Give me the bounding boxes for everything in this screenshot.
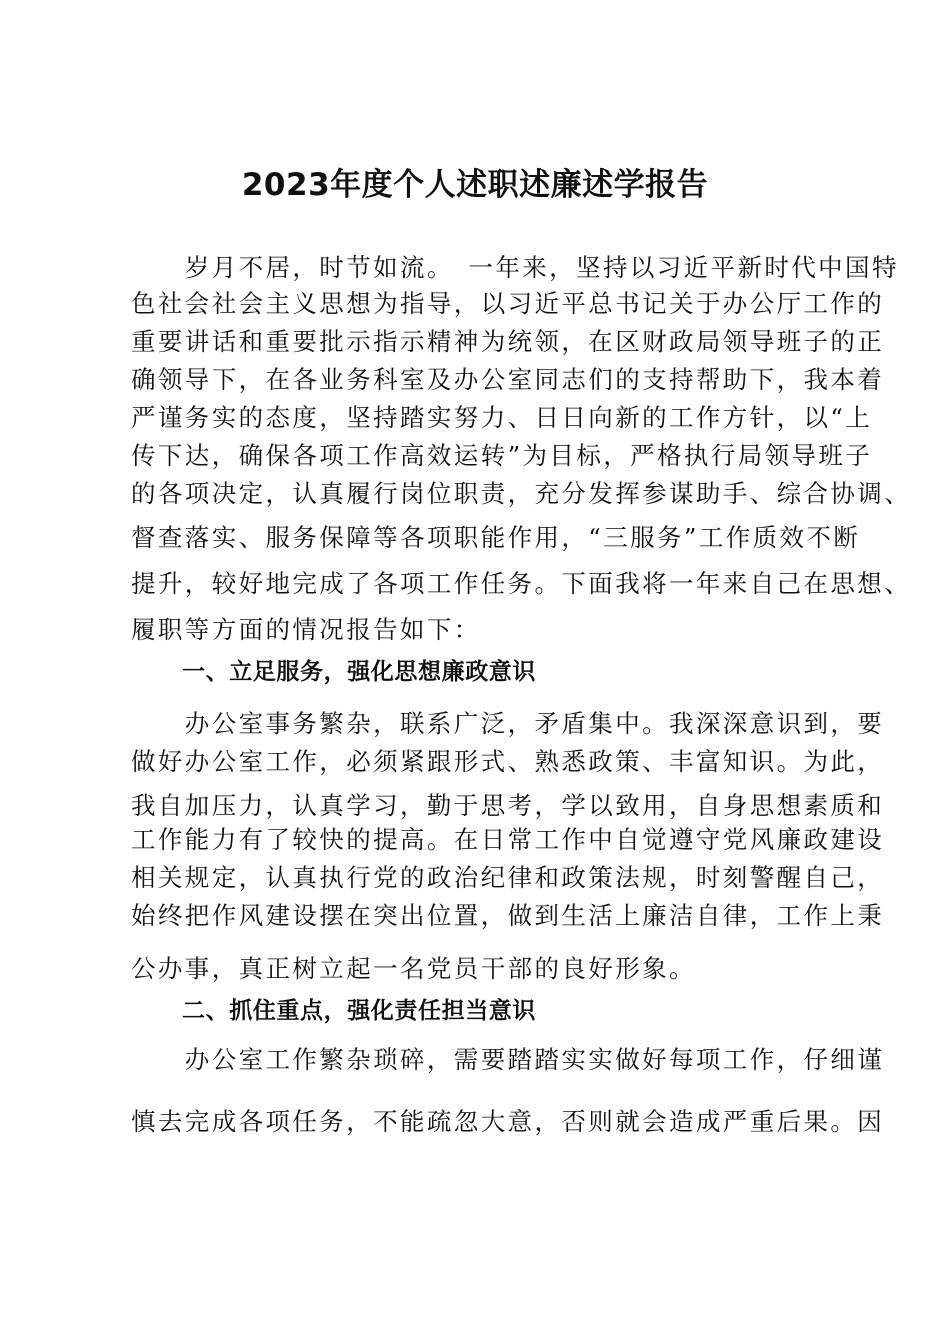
section-heading-1: 一、立足服务，强化思想廉政意识 (182, 659, 536, 685)
intro-line: 严谨务实的态度，坚持踏实努力、日日向新的工作方针，以“上 (131, 403, 873, 432)
section1-line: 始终把作风建设摆在突出位置，做到生活上廉洁自律，工作上秉 (131, 901, 885, 930)
intro-line: 色社会社会主义思想为指导，以习近平总书记关于办公厅工作的 (131, 289, 885, 318)
section2-line: 慎去完成各项任务，不能疏忽大意，否则就会造成严重后果。因 (131, 1107, 885, 1136)
section1-line: 相关规定，认真执行党的政治纪律和政策法规，时刻警醒自己， (131, 863, 885, 892)
intro-line: 的各项决定，认真履行岗位职责，充分发挥参谋助手、综合协调、 (131, 479, 912, 508)
document-title: 2023年度个人述职述廉述学报告 (241, 167, 709, 203)
section1-line: 我自加压力，认真学习，勤于思考，学以致用，自身思想素质和 (131, 791, 885, 820)
intro-line: 履职等方面的情况报告如下： (131, 615, 481, 644)
section1-line: 公办事，真正树立起一名党员干部的良好形象。 (131, 954, 696, 983)
section1-line: 工作能力有了较快的提高。在日常工作中自觉遵守党风廉政建设 (131, 825, 885, 854)
intro-line: 重要讲话和重要批示指示精神为统领，在区财政局领导班子的正 (131, 327, 885, 356)
section-heading-2: 二、抓住重点，强化责任担当意识 (182, 998, 536, 1024)
intro-line: 传下达，确保各项工作高效运转”为目标，严格执行局领导班子 (131, 441, 873, 470)
intro-line: 督查落实、服务保障等各项职能作用，“三服务”工作质效不断 (131, 523, 861, 552)
section2-line: 办公室工作繁杂琐碎，需要踏踏实实做好每项工作，仔细谨 (131, 1045, 885, 1074)
section1-line: 办公室事务繁杂，联系广泛，矛盾集中。我深深意识到，要 (131, 709, 885, 738)
section1-line: 做好办公室工作，必须紧跟形式、熟悉政策、丰富知识。为此， (131, 747, 885, 776)
intro-line: 提升，较好地完成了各项工作任务。下面我将一年来自己在思想、 (131, 569, 912, 598)
intro-line: 确领导下，在各业务科室及办公室同志们的支持帮助下，我本着 (131, 365, 885, 394)
intro-line: 岁月不居，时节如流。 一年来，坚持以习近平新时代中国特 (131, 253, 899, 282)
